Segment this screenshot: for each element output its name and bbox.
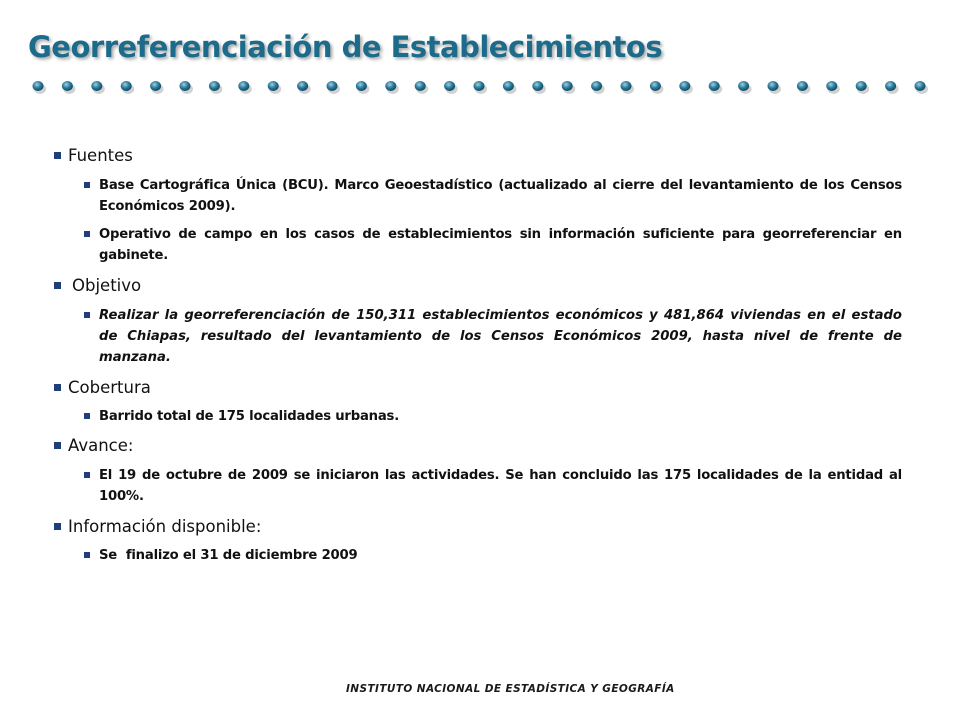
divider-dot [532,81,543,91]
divider-dot [503,81,514,91]
divider-dot [738,81,749,91]
bullet-square-icon [84,413,90,419]
divider-dot [385,81,396,91]
bullet-square-icon [84,312,90,318]
divider-dot [356,81,367,91]
list-item-text: El 19 de octubre de 2009 se iniciaron las actividades. Se han concluido las 175 localidades de la entidad al 100%. [99,468,902,504]
bullet-square-icon [84,231,90,237]
section-heading-text: Fuentes [68,146,133,165]
divider-dot [650,81,661,91]
divider-dot [885,81,896,91]
list-item [84,305,902,368]
divider-dot [826,81,837,91]
divider-dot [33,81,44,91]
section-heading [54,275,902,297]
divider-dot [238,81,249,91]
list-item-text: Barrido total de 175 localidades urbanas. [99,409,400,424]
divider-dot [444,81,455,91]
list-item-text: Se finalizo el 31 de diciembre 2009 [99,548,358,563]
bullet-square-icon [54,152,61,159]
divider-dot [797,81,808,91]
divider-dot [474,81,485,91]
divider-dot [679,81,690,91]
list-item-text: Base Cartográfica Única (BCU). Marco Geoestadístico (actualizado al cierre del levantamiento de los Censos Económicos 2009). [99,178,902,214]
list-item [84,465,902,507]
divider-dot [209,81,220,91]
section-heading-text: Objetivo [72,276,142,295]
section-heading-text: Cobertura [68,378,151,397]
list-item [84,175,902,217]
divider-dot [709,81,720,91]
bullet-square-icon [84,552,90,558]
list-item-text: Operativo de campo en los casos de establecimientos sin información suficiente para georreferenciar en gabinete. [99,227,902,263]
bullet-square-icon [54,442,61,449]
divider-dot [150,81,161,91]
divider-dot [180,81,191,91]
divider-dot [327,81,338,91]
list-item [84,406,902,427]
content-list [54,145,902,566]
bullet-square-icon [54,282,61,289]
list-item [84,545,902,566]
list-item-text: Realizar la georreferenciación de 150,311 establecimientos económicos y 481,864 viviendas en el estado de Chiapas, resultado del levantamiento de los Censos Económicos 2009, hasta nivel de frente de manzana. [99,308,902,365]
section-heading [54,145,902,167]
section-heading-text: Información disponible: [68,517,262,536]
section-heading [54,377,902,399]
divider-dot [91,81,102,91]
bullet-square-icon [54,384,61,391]
divider-dot [591,81,602,91]
divider-dot [562,81,573,91]
institution-footer: INSTITUTO NACIONAL DE ESTADÍSTICA Y GEOGRAFÍA [346,683,675,695]
divider-dot [268,81,279,91]
divider-dot [768,81,779,91]
decorative-dot-divider [30,76,930,98]
divider-dot [415,81,426,91]
divider-dot [62,81,73,91]
divider-dot [856,81,867,91]
divider-dot [297,81,308,91]
section-heading-text: Avance: [68,436,134,455]
divider-dot [621,81,632,91]
section-heading [54,435,902,457]
section-heading [54,516,902,538]
bullet-square-icon [54,523,61,530]
bullet-square-icon [84,182,90,188]
bullet-square-icon [84,472,90,478]
list-item [84,224,902,266]
page-title: Georreferenciación de Establecimientos [28,30,663,64]
divider-dot [121,81,132,91]
divider-dot [915,81,926,91]
